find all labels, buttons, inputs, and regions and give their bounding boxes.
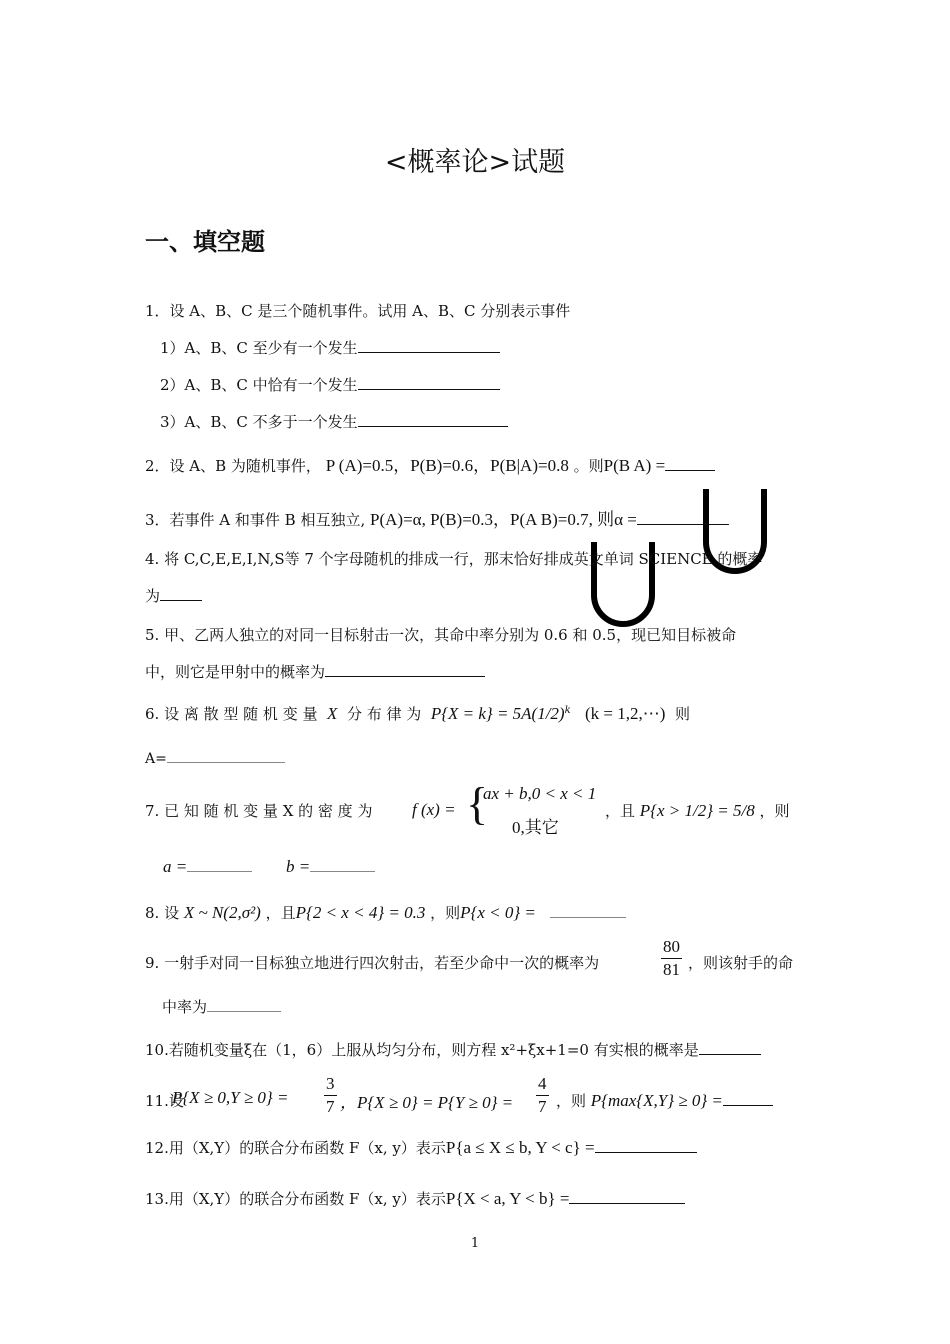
question-13 [145,1188,685,1209]
answer-blank[interactable] [699,1040,761,1055]
answer-blank[interactable] [595,1138,697,1153]
question-10-text: 10.若随机变量ξ在（1，6）上服从均匀分布，则方程 x²+ξx+1=0 有实根的概率是 [145,1041,699,1059]
question-1-part-2-text: 2）A、B、C 中恰有一个发生 [160,376,358,394]
question-7-a-label: a = [163,857,188,876]
question-8-condition: P{2 < x < 4} = 0.3 [295,903,426,922]
question-11-ask-line [556,1090,773,1111]
question-1-part-1-text: 1）A、B、C 至少有一个发生 [160,339,358,357]
page-number: 1 [470,1236,480,1251]
answer-blank[interactable] [358,412,508,427]
question-5-line-2 [145,661,485,682]
answer-blank[interactable] [160,586,202,601]
fraction [661,936,682,981]
question-7-tail: ，则 [759,802,790,820]
question-6 [145,703,690,724]
question-6-expression: P{X = k} = 5A(1/2) [430,704,565,723]
question-11-ask: P{max{X,Y} ≥ 0} = [590,1091,723,1110]
question-11-expr-2: ，P{X ≥ 0} = P{Y ≥ 0} = [340,1093,514,1112]
fraction-numerator: 3 [324,1073,337,1096]
question-1-part-1 [160,337,500,358]
answer-blank[interactable] [207,997,281,1012]
question-3-stem: 3．若事件 A 和事件 B 相互独立, [145,511,366,529]
question-8-stem: 8. 设 [145,904,180,922]
question-12-stem: 12.用（X,Y）的联合分布函数 F（x, y）表示 [145,1139,446,1157]
question-6-answer-label: A= [145,751,167,767]
question-10 [145,1039,761,1060]
question-13-expression: P{X < a, Y < b} = [445,1189,570,1208]
question-7-a [163,857,252,877]
question-11-stem: 11.设 [145,1092,184,1110]
question-13-stem: 13.用（X,Y）的联合分布函数 F（x, y）表示 [145,1190,446,1208]
question-11-expr-1: P{X ≥ 0,Y ≥ 0} = [172,1088,289,1107]
answer-blank[interactable] [550,903,626,918]
section-heading: 一、填空题 [145,228,265,256]
question-7-cond-expr: P{x > 1/2} = 5/8 [639,801,755,820]
question-6-variable: X [327,704,338,723]
question-9-stem: 9. 一射手对同一目标独立地进行四次射击，若至少命中一次的概率为 [145,954,600,972]
question-3-expression: P(A)=α, P(B)=0.3，P(A B)=0.7, 则α = [370,510,637,529]
question-8-mid: ，且 [265,904,296,922]
answer-blank[interactable] [569,1189,685,1204]
question-2-tail: 。则 [573,457,604,475]
question-7-function: f (x) = [412,800,456,819]
question-2 [145,451,715,476]
answer-blank[interactable] [665,456,715,471]
answer-blank[interactable] [723,1091,773,1106]
question-7-stem: 7. 已 知 随 机 变 量 X 的 密 度 为 [145,802,373,820]
question-8-mid2: ，则 [430,904,461,922]
question-7-case-2: 0,其它 [512,818,559,837]
question-2-stem: 2．设 A、B 为随机事件， [145,457,321,475]
question-1-stem: 1．设 A、B、C 是三个随机事件。试用 A、B、C 分别表示事件 [145,302,571,320]
question-6-tail: 则 [674,705,690,723]
fraction-numerator: 80 [661,936,682,959]
question-5-text: 中，则它是甲射中的概率为 [145,663,326,681]
fraction-denominator: 81 [663,960,680,979]
question-9-text: 中率为 [162,998,208,1016]
question-8-ask: P{x < 0} = [460,903,536,922]
fraction-denominator: 7 [326,1097,335,1116]
fraction [324,1073,337,1118]
answer-blank[interactable] [187,857,252,872]
question-1-part-3 [160,411,508,432]
answer-blank[interactable] [167,748,285,763]
answer-blank[interactable] [310,857,375,872]
question-7-condition [605,800,790,821]
question-4-text: 为 [145,587,161,605]
question-5-line-1: 5. 甲、乙两人独立的对同一目标射击一次，其命中率分别为 0.6 和 0.5，现已知目标被命 [145,626,737,644]
question-3 [145,505,729,530]
question-12 [145,1137,697,1158]
question-7-cond-pre: ，且 [605,802,636,820]
question-7-b [286,857,375,877]
question-9-line-2 [162,996,281,1017]
piecewise-brace: { [466,778,489,829]
question-4-line-2 [145,585,202,606]
page-title: <概率论>试题 [384,147,566,178]
fraction-numerator: 4 [536,1073,549,1096]
answer-blank[interactable] [358,375,500,390]
question-4-line-1: 4. 将 C,C,E,E,I,N,S等 7 个字母随机的排成一行，那末恰好排成英文单词 SCIENCE 的概率 [145,550,763,568]
question-6-range: (k = 1,2,⋯) [584,704,666,723]
question-6-mid: 分 布 律 为 [346,705,422,723]
question-6-superscript: k [564,705,571,716]
question-2-expression: P (A)=0.5，P(B)=0.6，P(B|A)=0.8 [325,456,569,475]
answer-blank[interactable] [325,662,485,677]
question-7-b-label: b = [286,857,311,876]
question-1-part-2 [160,374,500,395]
question-9-tail: ，则该射手的命 [688,954,794,972]
question-6-answer-line [145,748,285,767]
fraction-denominator: 7 [538,1097,547,1116]
question-2-ask: P(B A) = [603,456,666,475]
question-6-stem: 6. 设 离 散 型 随 机 变 量 [145,705,318,723]
answer-blank[interactable] [358,338,500,353]
question-11-tail: ，则 [556,1092,587,1110]
question-8-distribution: X ~ N(2,σ²) [183,903,261,922]
fraction [536,1073,549,1118]
question-12-expression: P{a ≤ X ≤ b, Y < c} = [445,1138,595,1157]
question-7-case-1: ax + b,0 < x < 1 [483,784,597,803]
question-8 [145,902,626,923]
question-1-part-3-text: 3）A、B、C 不多于一个发生 [160,413,358,431]
